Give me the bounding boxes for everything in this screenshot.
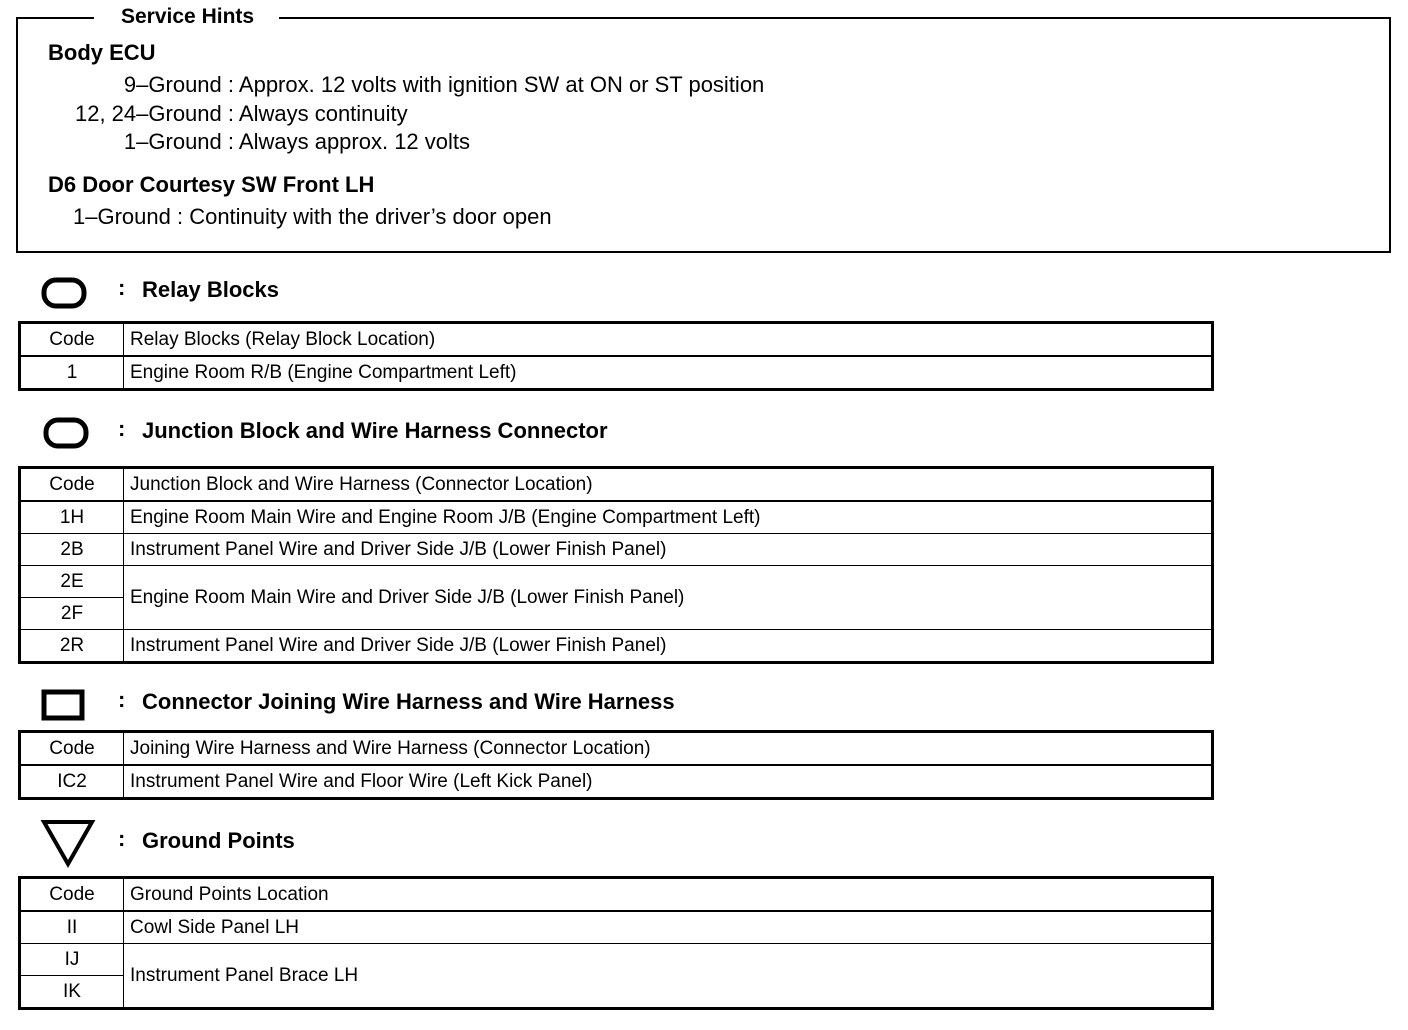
legend-colon: :	[118, 275, 126, 300]
code-cell: 2E	[20, 566, 124, 598]
code-cell: IC2	[20, 765, 124, 799]
code-header: Code	[20, 468, 124, 502]
table-header-row	[20, 878, 1213, 912]
rectangle-icon	[40, 687, 90, 723]
door-courtesy-sw-heading: D6 Door Courtesy SW Front LH	[48, 172, 375, 197]
hint-line: 1–Ground : Continuity with the driver’s door open	[73, 204, 552, 229]
hint-line: 1–Ground : Always approx. 12 volts	[123, 129, 471, 154]
table-row	[20, 911, 1213, 944]
code-header: Code	[20, 732, 124, 766]
description-cell: Engine Room R/B (Engine Compartment Left)	[124, 356, 1213, 390]
connector-table	[18, 730, 1214, 800]
ground-points-table	[18, 876, 1214, 1010]
description-header: Relay Blocks (Relay Block Location)	[124, 323, 1213, 357]
relay-blocks-table	[18, 321, 1214, 391]
down-triangle-icon	[40, 818, 96, 870]
code-cell: 1H	[20, 501, 124, 534]
service-hints-box	[16, 5, 1391, 253]
table-header-row	[20, 323, 1213, 357]
junction-block-label: Junction Block and Wire Harness Connector	[142, 418, 608, 443]
legend-colon: :	[118, 826, 126, 851]
code-cell: II	[20, 911, 124, 944]
junction-block-table	[18, 466, 1214, 664]
code-cell: 2R	[20, 630, 124, 663]
description-cell: Instrument Panel Wire and Driver Side J/B (Lower Finish Panel)	[124, 534, 1213, 566]
rounded-rectangle-icon	[40, 416, 90, 452]
code-cell: IJ	[20, 944, 124, 976]
rounded-rectangle-icon	[40, 275, 90, 311]
table-row	[20, 534, 1213, 566]
table-row	[20, 765, 1213, 799]
description-header: Joining Wire Harness and Wire Harness (Connector Location)	[124, 732, 1213, 766]
hint-line: 9–Ground : Approx. 12 volts with ignition SW at ON or ST position	[123, 72, 765, 97]
relay-blocks-label: Relay Blocks	[142, 277, 279, 302]
ground-points-label: Ground Points	[142, 828, 295, 853]
code-cell: 2B	[20, 534, 124, 566]
legend-colon: :	[118, 687, 126, 712]
description-cell: Engine Room Main Wire and Engine Room J/B (Engine Compartment Left)	[124, 501, 1213, 534]
table-row	[20, 944, 1213, 976]
code-cell: 2F	[20, 598, 124, 630]
table-row	[20, 501, 1213, 534]
description-cell: Instrument Panel Wire and Floor Wire (Left Kick Panel)	[124, 765, 1213, 799]
table-header-row	[20, 468, 1213, 502]
code-cell: IK	[20, 976, 124, 1009]
code-header: Code	[20, 323, 124, 357]
table-row	[20, 566, 1213, 598]
table-header-row	[20, 732, 1213, 766]
code-header: Code	[20, 878, 124, 912]
legend-colon: :	[118, 416, 126, 441]
description-cell: Instrument Panel Wire and Driver Side J/B (Lower Finish Panel)	[124, 630, 1213, 663]
hint-line: 12, 24–Ground : Always continuity	[74, 101, 408, 126]
code-cell: 1	[20, 356, 124, 390]
body-ecu-heading: Body ECU	[48, 40, 156, 65]
connector-label: Connector Joining Wire Harness and Wire Harness	[142, 689, 675, 714]
table-row	[20, 356, 1213, 390]
table-row	[20, 630, 1213, 663]
description-cell: Instrument Panel Brace LH	[124, 944, 1213, 1009]
description-header: Junction Block and Wire Harness (Connector Location)	[124, 468, 1213, 502]
description-header: Ground Points Location	[124, 878, 1213, 912]
service-hints-title: Service Hints	[94, 4, 279, 30]
description-cell: Engine Room Main Wire and Driver Side J/B (Lower Finish Panel)	[124, 566, 1213, 630]
description-cell: Cowl Side Panel LH	[124, 911, 1213, 944]
